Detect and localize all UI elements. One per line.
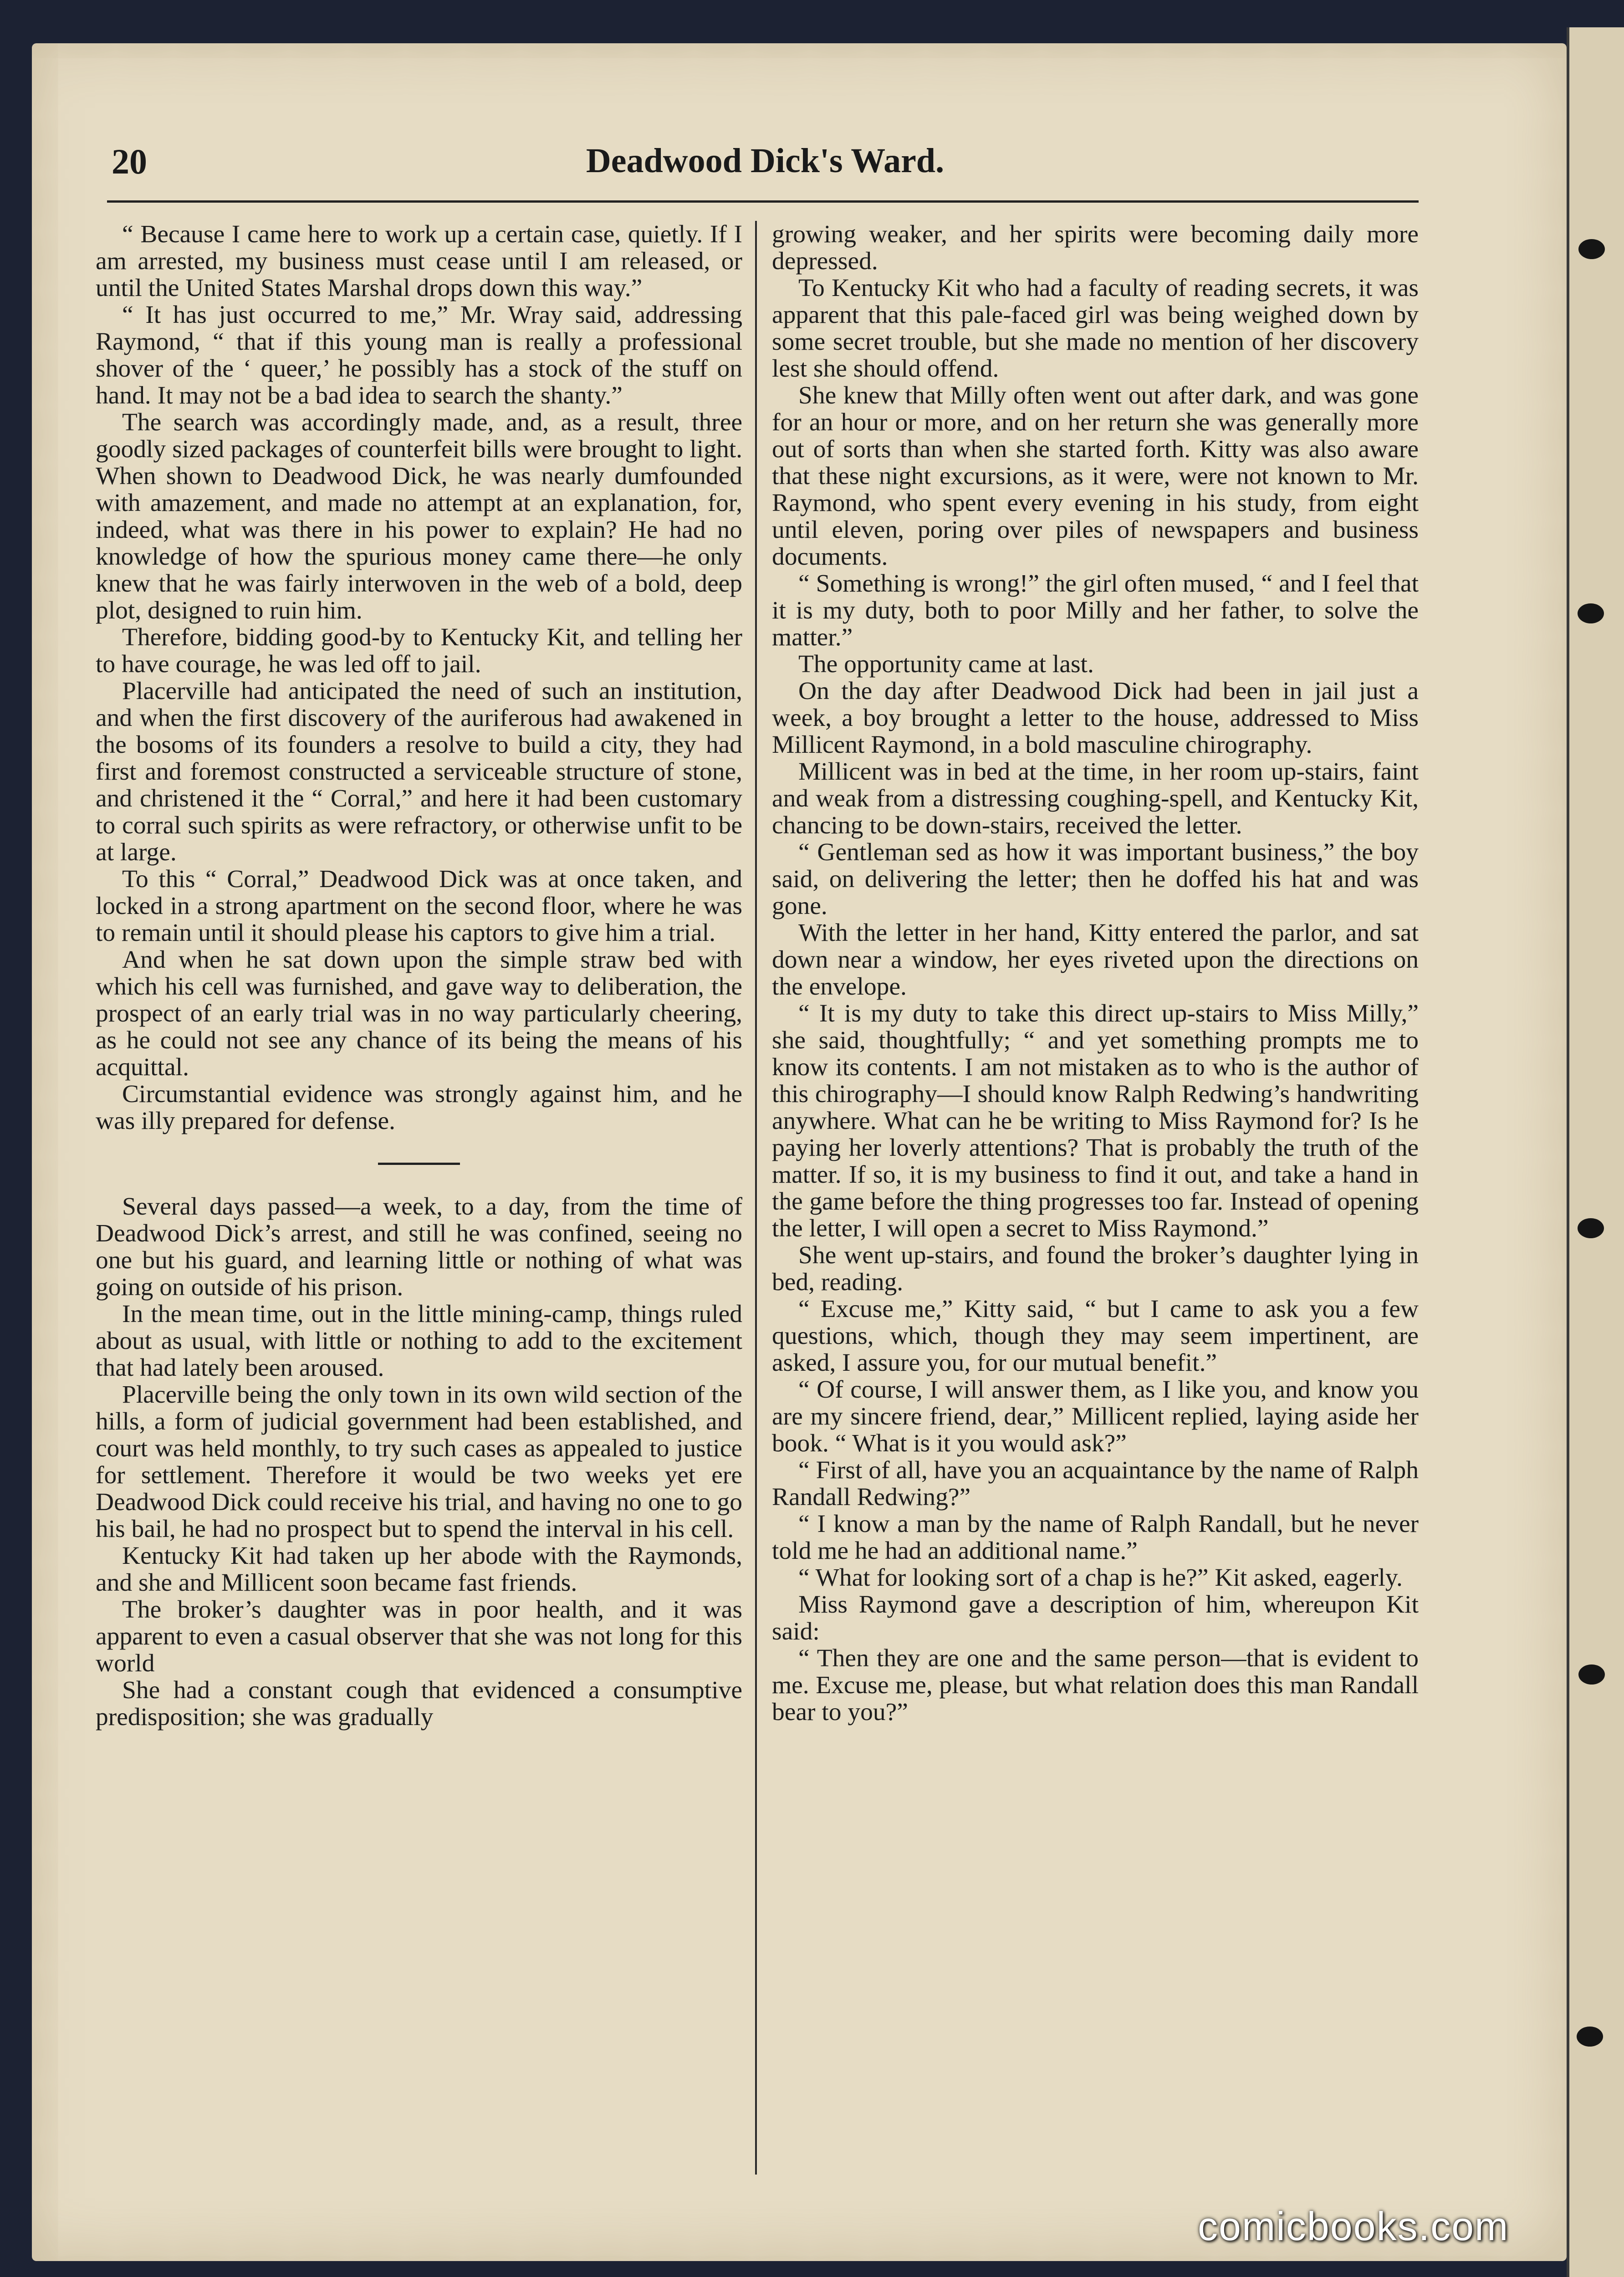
- left-column-section-1: [96, 221, 742, 1134]
- paragraph: The broker’s daughter was in poor health, and it was apparent to even a casual observer that she was not long for this world: [96, 1596, 742, 1677]
- paragraph: She had a constant cough that evidenced a consumptive predisposition; she was gradually: [96, 1676, 742, 1731]
- paragraph: Placerville being the only town in its own wild section of the hills, a form of judicial government had been established, and court was held monthly, to try such cases as appealed to justice for settlement. Therefore it would be two weeks yet ere Deadwood Dick could receive his trial, and having no one to go his bail, he had no prospect but to spend the interval in his cell.: [96, 1381, 742, 1543]
- watermark: comicbooks.com: [1198, 2204, 1509, 2249]
- next-page-edge: [1567, 27, 1624, 2277]
- paragraph: To this “ Corral,” Deadwood Dick was at once taken, and locked in a strong apartment on the second floor, where he was to remain until it should please his captors to give him a trial.: [96, 865, 742, 947]
- paragraph: In the mean time, out in the little mining-camp, things ruled about as usual, with little or nothing to add to the excitement that had lately been aroused.: [96, 1300, 742, 1382]
- paragraph: “ Something is wrong!” the girl often mused, “ and I feel that it is my duty, both to poor Milly and her father, to solve the matter.”: [772, 570, 1419, 651]
- paragraph: Kentucky Kit had taken up her abode with the Raymonds, and she and Millicent soon became fast friends.: [96, 1542, 742, 1597]
- paragraph: The opportunity came at last.: [798, 650, 1094, 678]
- binding-hole: [1578, 1664, 1605, 1685]
- paragraph: “ Then they are one and the same person—that is evident to me. Excuse me, please, but what relation does this man Randall bear to you?”: [772, 1644, 1419, 1726]
- header-rule: [107, 200, 1419, 203]
- column-divider: [755, 221, 757, 2175]
- paragraph: “ First of all, have you an acquaintance by the name of Ralph Randall Redwing?”: [772, 1456, 1419, 1511]
- paragraph: On the day after Deadwood Dick had been in jail just a week, a boy brought a letter to the house, addressed to Miss Millicent Raymond, in a bold masculine chirography.: [772, 677, 1419, 759]
- paragraph: Circumstantial evidence was strongly against him, and he was illy prepared for defense.: [96, 1080, 742, 1135]
- paragraph: “ It is my duty to take this direct up-stairs to Miss Milly,” she said, thoughtfully; “ and yet something prompts me to know its contents. I am not mistaken as to who is the author of this chirography—I should know Ralph Redwing’s handwriting anywhere. What can he be writing to Miss Raymond for? Is he paying her loverly attentions? That is probably the truth of the matter. If so, it is my business to find it out, and take a hand in the game before the thing progresses too far. Instead of opening the letter, I will open a secret to Miss Raymond.”: [772, 1000, 1419, 1242]
- paragraph: “ It has just occurred to me,” Mr. Wray said, addressing Raymond, “ that if this young man is really a professional shover of the ‘ queer,’ he possibly has a stock of the stuff on hand. It may not be a bad idea to search the shanty.”: [96, 301, 742, 409]
- paragraph: She knew that Milly often went out after dark, and was gone for an hour or more, and on her return she was generally more out of sorts than when she started forth. Kitty was also aware that these night excursions, as it were, were not known to Mr. Raymond, who spent every evening in his study, from eight until eleven, poring over piles of newspapers and business documents.: [772, 382, 1419, 571]
- paragraph: Miss Raymond gave a description of him, whereupon Kit said:: [772, 1591, 1419, 1645]
- page-number: 20: [112, 142, 147, 181]
- binding-hole: [1578, 1218, 1604, 1238]
- paragraph: Millicent was in bed at the time, in her room up-stairs, faint and weak from a distressing coughing-spell, and Kentucky Kit, chancing to be down-stairs, received the letter.: [772, 758, 1419, 839]
- left-column: [96, 221, 742, 1731]
- paragraph: Several days passed—a week, to a day, from the time of Deadwood Dick’s arrest, and still he was confined, seeing no one but his guard, and learning little or nothing of what was going on outside of his prison.: [96, 1193, 742, 1301]
- page-header: [112, 141, 1419, 187]
- paragraph: growing weaker, and her spirits were becoming daily more depressed.: [772, 220, 1419, 275]
- binding-hole: [1578, 603, 1604, 623]
- paragraph: Placerville had anticipated the need of such an institution, and when the first discovery of the auriferous had awakened in the bosoms of its founders a resolve to build a city, they had first and foremost constructed a serviceable structure of stone, and christened it the “ Corral,” and here it had been customary to corral such spirits as were refractory, or otherwise unfit to be at large.: [96, 677, 742, 866]
- binding-hole: [1578, 239, 1605, 259]
- paragraph: Therefore, bidding good-by to Kentucky Kit, and telling her to have courage, he was led off to jail.: [96, 623, 742, 678]
- paragraph: “ Because I came here to work up a certain case, quietly. If I am arrested, my business must cease until I am released, or until the United States Marshal drops down this way.”: [96, 220, 742, 302]
- paragraph: To Kentucky Kit who had a faculty of reading secrets, it was apparent that this pale-faced girl was being weighed down by some secret trouble, but she made no mention of her discovery lest she should offend.: [772, 274, 1419, 383]
- binding-hole: [1577, 2027, 1603, 2047]
- paragraph: “ Gentleman sed as how it was important business,” the boy said, on delivering the letter; then he doffed his hat and was gone.: [772, 838, 1419, 920]
- left-column-section-2: [96, 1193, 742, 1731]
- paragraph: “ Excuse me,” Kitty said, “ but I came to ask you a few questions, which, though they may seem impertinent, are asked, I assure you, for our mutual benefit.”: [772, 1295, 1419, 1377]
- paragraph: With the letter in her hand, Kitty entered the parlor, and sat down near a window, her eyes riveted upon the directions on the envelope.: [772, 919, 1419, 1001]
- section-break-rule: [378, 1163, 460, 1165]
- paragraph: “ What for looking sort of a chap is he?” Kit asked, eagerly.: [798, 1564, 1403, 1592]
- paragraph: “ Of course, I will answer them, as I like you, and know you are my sincere friend, dear,” Millicent replied, laying aside her book. “ What is it you would ask?”: [772, 1376, 1419, 1457]
- paragraph: The search was accordingly made, and, as a result, three goodly sized packages of counterfeit bills were brought to light. When shown to Deadwood Dick, he was nearly dumfounded with amazement, and made no attempt at an explanation, for, indeed, what was there in his power to explain? He had no knowledge of how the spurious money came there—he only knew that he was fairly interwoven in the web of a bold, deep plot, designed to ruin him.: [96, 408, 742, 624]
- paragraph: “ I know a man by the name of Ralph Randall, but he never told me he had an additional name.”: [772, 1510, 1419, 1565]
- paragraph: She went up-stairs, and found the broker’s daughter lying in bed, reading.: [772, 1241, 1419, 1296]
- right-column: [772, 221, 1419, 1726]
- page-title: Deadwood Dick's Ward.: [586, 142, 945, 180]
- paragraph: And when he sat down upon the simple straw bed with which his cell was furnished, and gave way to deliberation, the prospect of an early trial was in no way particularly cheering, as he could not see any chance of its being the means of his acquittal.: [96, 946, 742, 1081]
